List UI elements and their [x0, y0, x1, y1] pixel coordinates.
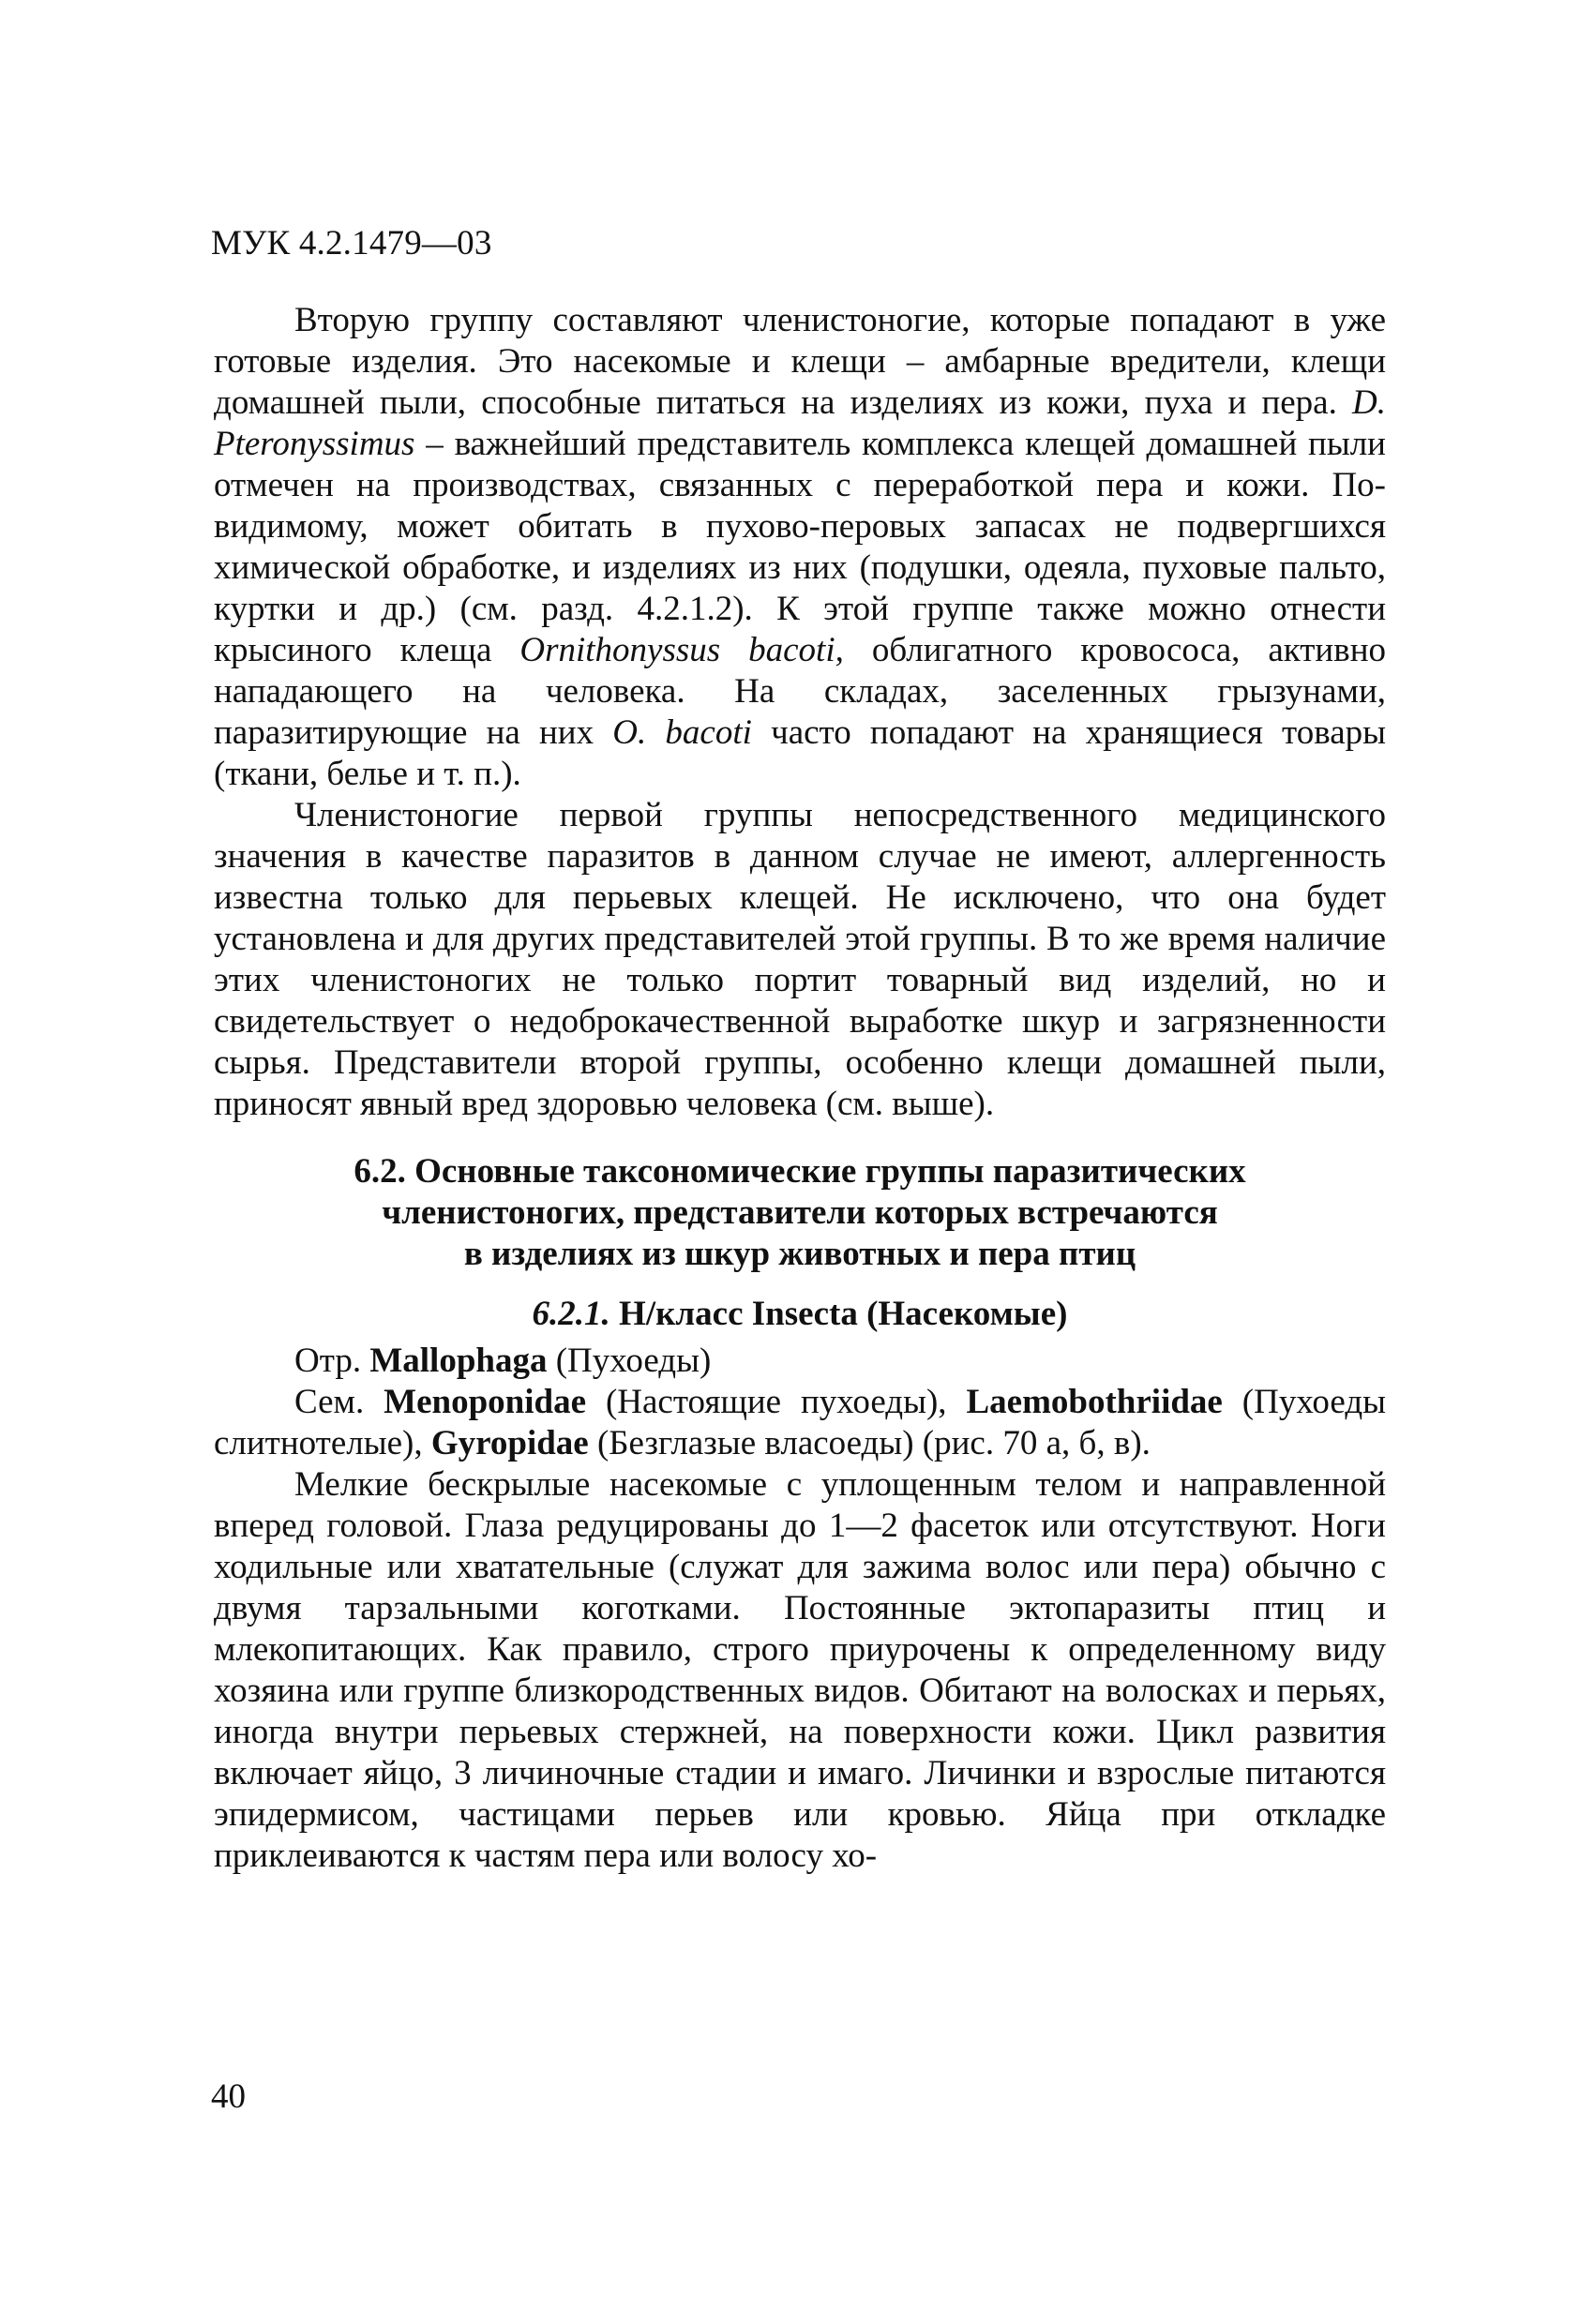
section-heading-line: членистоногих, представители которых встречаются: [382, 1193, 1218, 1232]
family-prefix: Сем.: [294, 1383, 384, 1421]
section-heading: [214, 1151, 1386, 1275]
page-number: 40: [211, 2077, 246, 2116]
species-name: O. bacoti: [612, 713, 752, 752]
text-run: – важнейший представитель комплекса клещей домашней пыли отмечен на производствах, связанных с переработкой пера и кожи. По-видимому, может обитать в пухово-перовых запасах не подвергшихся химической обработке, и изделиях из них (подушки, одеяла, пуховые пальто, куртки и др.) (см. разд. 4.2.1.2). К этой группе также можно отнести крысиного клеща: [214, 425, 1386, 669]
family-latin: Laemobothriidae: [966, 1383, 1223, 1421]
subsection-number: 6.2.1.: [532, 1295, 610, 1333]
paragraph-description: Мелкие бескрылые насекомые с уплощенным телом и направленной вперед головой. Глаза редуцированы до 1—2 фасеток или отсутствуют. Ноги ходильные или хватательные (служат для зажима волос или пера) обычно с двумя тарзальными коготками. Постоянные эктопаразиты птиц и млекопитающих. Как правило, строго приурочены к определенному виду хозяина или группе близкородственных видов. Обитают на волосках и перьях, иногда внутри перьевых стержней, на поверхности кожи. Цикл развития включает яйцо, 3 личиночные стадии и имаго. Личинки и взрослые питаются эпидермисом, частицами перьев или кровью. Яйца при откладке приклеиваются к частям пера или волосу хо-: [214, 1465, 1386, 1875]
text-run: Вторую группу составляют членистоногие, которые попадают в уже готовые изделия. Это насекомые и клещи – амбарные вредители, клещи домашней пыли, способные питаться на изделиях из кожи, пуха и пера.: [214, 301, 1386, 422]
subsection-rus: (Насекомые): [857, 1295, 1068, 1333]
family-rus: (Пухоеды слитнотелые),: [214, 1383, 1386, 1462]
text-run: часто попадают на хранящиеся товары (ткани, белье и т. п.).: [214, 713, 1387, 793]
taxonomy-order: [214, 1341, 1386, 1382]
page-body: [214, 300, 1386, 1877]
order-rus: (Пухоеды): [547, 1342, 712, 1380]
section-heading-line: 6.2. Основные таксономические группы паразитических: [354, 1152, 1246, 1191]
species-name: D. Pteronyssimus: [214, 383, 1386, 463]
subsection-label: Н/класс: [609, 1295, 752, 1333]
paragraph-first-group: Членистоногие первой группы непосредственного медицинского значения в качестве паразитов в данном случае не имеют, аллергенность известна только для перьевых клещей. Не исключено, что она будет установлена и для других представителей этой группы. В то же время наличие этих членистоногих не только портит товарный вид изделий, но и свидетельствует о недоброкачественной выработке шкур и загрязненности сырья. Представители второй группы, особенно клещи домашней пыли, приносят явный вред здоровью человека (см. выше).: [214, 796, 1386, 1123]
paragraph-second-group: [214, 300, 1386, 795]
subsection-heading: [214, 1294, 1386, 1335]
text-run: облигатного кровососа, активно нападающего на человека. На складах, заселенных грызунами, паразитирующие на них: [214, 631, 1387, 752]
order-latin: Mallophaga: [369, 1342, 548, 1380]
family-rus: (Безглазые власоеды) (рис. 70 а, б, в).: [588, 1424, 1151, 1462]
species-name: Ornithonyssus bacoti,: [519, 631, 844, 669]
family-rus: (Настоящие пухоеды),: [586, 1383, 967, 1421]
family-latin: Menoponidae: [384, 1383, 587, 1421]
taxonomy-families: [214, 1382, 1386, 1464]
section-heading-line: в изделиях из шкур животных и пера птиц: [463, 1235, 1136, 1273]
family-latin: Gyropidae: [430, 1424, 589, 1462]
subsection-latin: Insecta: [751, 1295, 858, 1333]
order-prefix: Отр.: [294, 1342, 370, 1380]
document-code-header: МУК 4.2.1479—03: [211, 224, 492, 262]
